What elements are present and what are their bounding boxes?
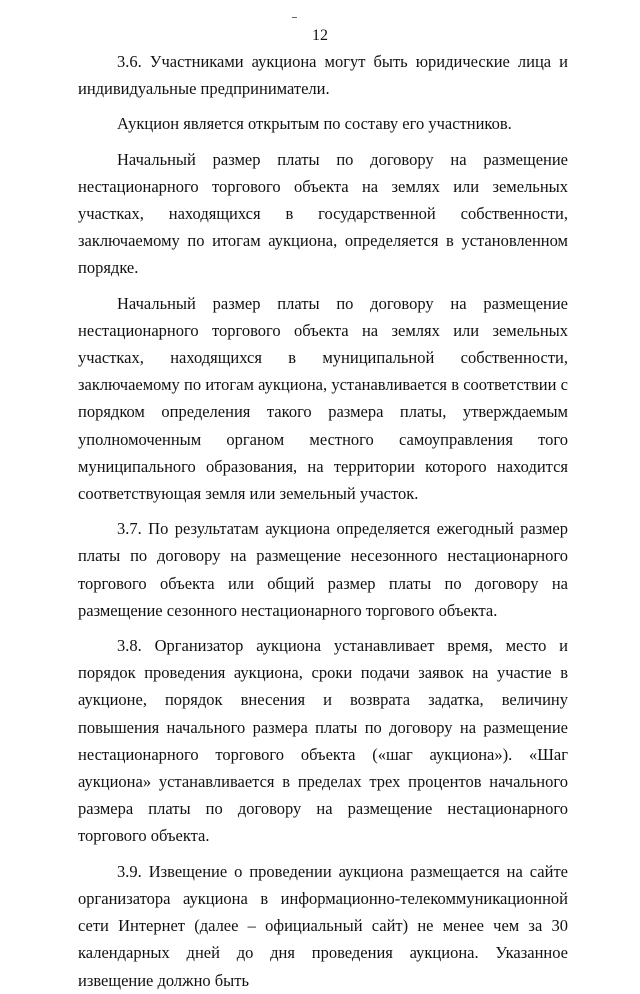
document-body	[78, 48, 568, 994]
paragraph-3-8: 3.8. Организатор аукциона устанавливает время, место и порядок проведения аукциона, сроки подачи заявок на участие в аукционе, порядок внесения и возврата задатка, величину повышения начального размера платы по договору на размещение нестационарного торгового объекта («шаг аукциона»). «Шаг аукциона» устанавливается в пределах трех процентов начального размера платы по договору на размещение нестационарного торгового объекта.	[78, 636, 568, 846]
paragraph-initial-fee-state: Начальный размер платы по договору на размещение нестационарного торгового объекта на землях или земельных участках, находящихся в государственной собственности, заключаемому по итогам аукциона, определяется в установленном порядке.	[78, 149, 568, 278]
scan-mark	[292, 17, 297, 18]
page-number: 12	[312, 27, 328, 44]
paragraph-3-6: 3.6. Участниками аукциона могут быть юридические лица и индивидуальные предприниматели.	[78, 52, 568, 99]
paragraph-3-7: 3.7. По результатам аукциона определяется ежегодный размер платы по договору на размещение несезонного нестационарного торгового объекта или общий размер платы по договору на размещение сезонного нестационарного торгового объекта.	[78, 519, 568, 620]
paragraph-3-9: 3.9. Извещение о проведении аукциона размещается на сайте организатора аукциона в информационно-телекоммуникационной сети Интернет (далее – официальный сайт) не менее чем за 30 календарных дней до дня проведения аукциона. Указанное извещение должно быть	[78, 861, 568, 990]
paragraph-auction-open: Аукцион является открытым по составу его участников.	[117, 114, 512, 134]
paragraph-initial-fee-municipal: Начальный размер платы по договору на размещение нестационарного торгового объекта на землях или земельных участках, находящихся в муниципальной собственности, заключаемому по итогам аукциона, устанавливается в соответствии с порядком определения такого размера платы, утверждаемым уполномоченным органом местного самоуправления того муниципального образования, на территории которого находится соответствующая земля или земельный участок.	[78, 293, 568, 504]
